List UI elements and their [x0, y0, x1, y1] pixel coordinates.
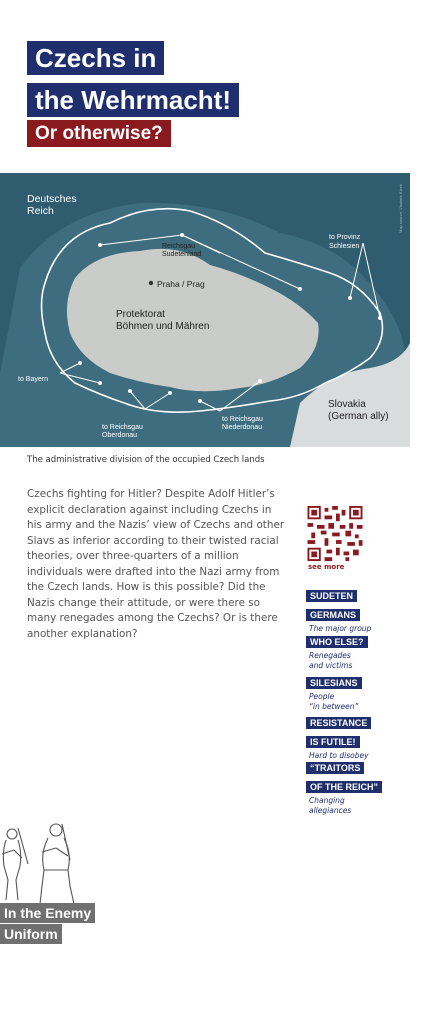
label-niederdonau-2: Niederdonau: [222, 424, 263, 431]
title-line-2: the Wehrmacht!: [27, 83, 239, 117]
topic-label: SUDETEN: [306, 590, 357, 602]
map-figure: [0, 173, 410, 447]
topic-traitors[interactable]: [306, 756, 382, 816]
topic-silesians[interactable]: [306, 671, 362, 712]
soldiers-icon: [0, 820, 90, 906]
subtitle: Or otherwise?: [27, 120, 171, 147]
topic-resistance[interactable]: [306, 711, 371, 761]
topic-desc: People: [309, 692, 335, 701]
topic-label: WHO ELSE?: [306, 636, 368, 648]
label-sudetenland-1: Reichsgau: [162, 243, 196, 250]
label-schlesien-1: to Provinz: [329, 234, 361, 241]
qr-code-icon[interactable]: [306, 506, 364, 561]
intro-paragraph: Czechs fighting for Hitler? Despite Adolf Hitler’s explicit declaration against including Czechs in his army and the Nazis’ view of Czechs and other Slavs as inferior according to their twisted racial theories, over three-quarters of a million individuals were drafted into the Nazi army from the Czech lands. How is this possible? Did the Nazis change their attitude, or were there so many renegades among the Czechs? Or is there another explanation?: [27, 488, 285, 640]
topic-desc: Renegades: [309, 651, 351, 660]
topic-desc: and victims: [309, 661, 353, 670]
topic-desc: Hard to disobey: [309, 751, 369, 760]
label-schlesien-2: Schlesien: [329, 243, 360, 250]
topic-label: SILESIANS: [306, 677, 362, 689]
topic-label: IS FUTILE!: [306, 736, 360, 748]
label-protektorat-1: Protektorat: [116, 309, 165, 320]
brand-line-2: Uniform: [0, 924, 62, 944]
prague-marker: [149, 281, 153, 285]
topic-label: OF THE REICH”: [306, 781, 382, 793]
topic-who-else[interactable]: [306, 630, 368, 671]
see-more-link[interactable]: see more: [308, 563, 345, 571]
topic-label: “TRAITORS: [306, 762, 364, 774]
topic-desc: allegiances: [309, 806, 352, 815]
title-line-1: Czechs in: [27, 41, 164, 75]
map-credit: Map source: Vladimír Bízek: [398, 184, 403, 233]
topic-desc: Changing: [309, 796, 345, 805]
label-oberdonau-1: to Reichsgau: [102, 424, 143, 431]
label-sudetenland-2: Sudetenland: [162, 251, 202, 258]
brand-line-1: In the Enemy: [0, 903, 95, 923]
label-protektorat-2: Böhmen und Mähren: [116, 321, 210, 332]
topic-label: RESISTANCE: [306, 717, 371, 729]
label-slovakia-2: (German ally): [328, 411, 389, 422]
label-bayern: to Bayern: [18, 376, 48, 383]
label-slovakia-1: Slovakia: [328, 399, 366, 410]
topic-desc: “in between”: [309, 702, 359, 711]
map-caption: The administrative division of the occupied Czech lands: [27, 455, 265, 465]
label-reich-1: Deutsches: [27, 193, 77, 205]
label-oberdonau-2: Oberdonau: [102, 432, 138, 439]
label-praha: Praha / Prag: [157, 279, 205, 289]
label-reich-2: Reich: [27, 205, 54, 217]
topic-desc: The major group: [309, 624, 372, 633]
label-niederdonau-1: to Reichsgau: [222, 416, 263, 423]
topic-sudeten-germans[interactable]: [306, 584, 371, 634]
topic-label: GERMANS: [306, 609, 360, 621]
